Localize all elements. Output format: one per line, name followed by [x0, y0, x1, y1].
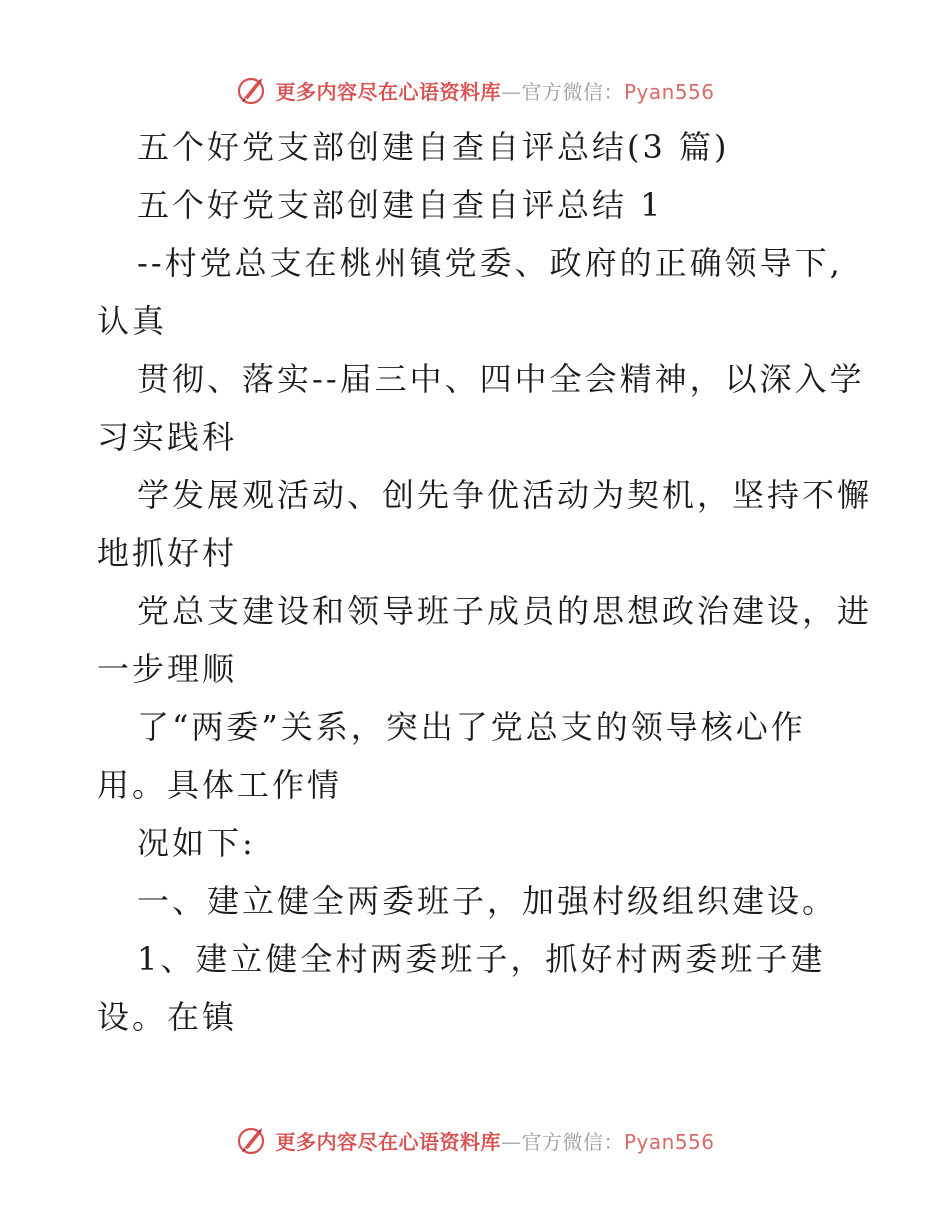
document-body: [97, 118, 873, 1046]
text-line: 学发展观活动、创先争优活动为契机，坚持不懈: [137, 476, 873, 514]
doc-subtitle: 五个好党支部创建自查自评总结 1: [137, 186, 664, 224]
text-line: 况如下:: [137, 824, 256, 862]
text-line: 认真: [97, 302, 168, 340]
text-line: 用。具体工作情: [97, 766, 343, 804]
text-line: 党总支建设和领导班子成员的思想政治建设，进: [137, 592, 873, 630]
quill-pen-logo-icon: [235, 74, 267, 106]
doc-title: 五个好党支部创建自查自评总结(3 篇): [137, 128, 730, 166]
text-line: 1、建立健全村两委班子，抓好村两委班子建: [137, 940, 826, 978]
banner-label: 官方微信：: [521, 1129, 624, 1154]
header-banner-text: [275, 76, 714, 105]
banner-separator: —: [500, 1129, 522, 1154]
banner-label: 官方微信：: [521, 79, 624, 104]
text-line: 设。在镇: [97, 998, 238, 1036]
quill-pen-logo-icon: [235, 1124, 267, 1156]
banner-wechat-id: Pyan556: [623, 79, 715, 104]
text-line: --村党总支在桃州镇党委、政府的正确领导下,: [137, 244, 843, 282]
text-line: 习实践科: [97, 418, 238, 456]
banner-lead: 更多内容尽在心语资料库: [275, 79, 501, 104]
header-banner: [0, 70, 950, 110]
text-line: 地抓好村: [97, 534, 238, 572]
text-line: 贯彻、落实--届三中、四中全会精神，以深入学: [137, 360, 865, 398]
footer-banner-text: [275, 1126, 714, 1155]
section-heading: 一、建立健全两委班子，加强村级组织建设。: [137, 882, 838, 920]
text-line: 了“两委”关系，突出了党总支的领导核心作: [137, 708, 806, 746]
banner-lead: 更多内容尽在心语资料库: [275, 1129, 501, 1154]
text-line: 一步理顺: [97, 650, 238, 688]
footer-banner: [0, 1120, 950, 1160]
banner-separator: —: [500, 79, 522, 104]
banner-wechat-id: Pyan556: [623, 1129, 715, 1154]
